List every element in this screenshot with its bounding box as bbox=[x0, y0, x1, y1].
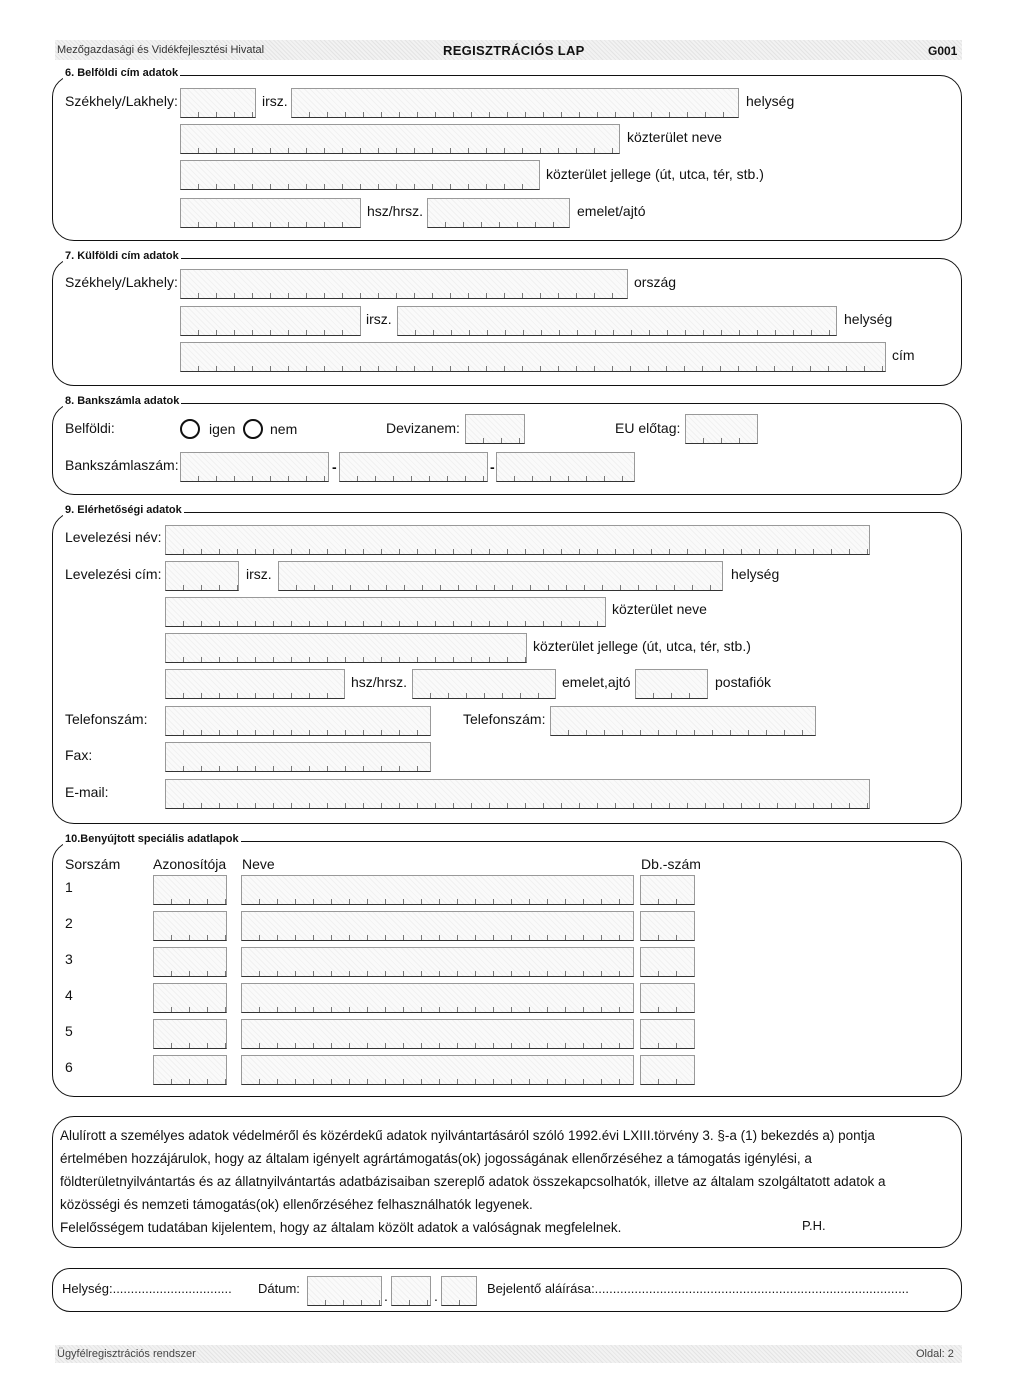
city-label: helység bbox=[731, 566, 780, 582]
address-label: cím bbox=[892, 347, 915, 363]
yes-label: igen bbox=[209, 421, 236, 437]
row-number: 4 bbox=[65, 987, 73, 1003]
street-name-field[interactable] bbox=[180, 124, 620, 154]
row-number: 3 bbox=[65, 951, 73, 967]
row-number: 5 bbox=[65, 1023, 73, 1039]
dash: - bbox=[332, 459, 337, 475]
row-name-field[interactable] bbox=[241, 1019, 634, 1049]
row-id-field[interactable] bbox=[153, 983, 227, 1013]
date-month-field[interactable] bbox=[391, 1276, 431, 1306]
city-sign-label: Helység:................................. bbox=[62, 1281, 232, 1296]
phone2-label: Telefonszám: bbox=[463, 711, 546, 727]
country-field[interactable] bbox=[180, 269, 628, 299]
declaration-line: Felelősségem tudatában kijelentem, hogy az általam közölt adatok a valóságnak megfelelnek. bbox=[60, 1220, 622, 1235]
email-field[interactable] bbox=[165, 779, 870, 809]
page-title: REGISZTRÁCIÓS LAP bbox=[443, 43, 585, 58]
po-box-field[interactable] bbox=[635, 669, 708, 699]
postcode-field[interactable] bbox=[180, 306, 361, 336]
currency-field[interactable] bbox=[465, 414, 525, 444]
postcode-field[interactable] bbox=[165, 561, 239, 591]
city-field[interactable] bbox=[278, 561, 723, 591]
street-name-field[interactable] bbox=[165, 597, 606, 627]
mailing-name-label: Levelezési név: bbox=[65, 529, 162, 545]
address-field[interactable] bbox=[180, 342, 886, 372]
row-count-field[interactable] bbox=[640, 875, 695, 905]
agency-name: Mezőgazdasági és Vidékfejlesztési Hivatal bbox=[57, 44, 265, 56]
street-name-label: közterület neve bbox=[612, 601, 707, 617]
city-field[interactable] bbox=[397, 306, 837, 336]
street-name-label: közterület neve bbox=[627, 129, 722, 145]
domestic-label: Belföldi: bbox=[65, 420, 115, 436]
row-id-field[interactable] bbox=[153, 875, 227, 905]
footer-system: Ügyfélregisztrációs rendszer bbox=[57, 1348, 196, 1360]
section-title: 8. Bankszámla adatok bbox=[65, 395, 180, 407]
row-count-field[interactable] bbox=[640, 1019, 695, 1049]
street-type-field[interactable] bbox=[165, 633, 527, 663]
city-label: helység bbox=[844, 311, 893, 327]
date-dot: . bbox=[384, 1288, 388, 1304]
date-dot: . bbox=[434, 1288, 438, 1304]
floor-door-field[interactable] bbox=[427, 198, 570, 228]
phone2-field[interactable] bbox=[550, 706, 816, 736]
section-title: 10.Benyújtott speciális adatlapok bbox=[65, 833, 239, 845]
row-count-field[interactable] bbox=[640, 947, 695, 977]
account-number-part3[interactable] bbox=[496, 452, 635, 482]
col-id-header: Azonosítója bbox=[153, 856, 227, 872]
date-year-field[interactable] bbox=[307, 1276, 382, 1306]
no-label: nem bbox=[270, 421, 298, 437]
row-id-field[interactable] bbox=[153, 1055, 227, 1085]
row-id-field[interactable] bbox=[153, 947, 227, 977]
phone-field[interactable] bbox=[165, 706, 431, 736]
eu-prefix-field[interactable] bbox=[685, 414, 758, 444]
row-number: 6 bbox=[65, 1059, 73, 1075]
dash: - bbox=[490, 459, 495, 475]
yes-radio[interactable] bbox=[180, 419, 200, 439]
city-label: helység bbox=[746, 93, 795, 109]
email-label: E-mail: bbox=[65, 784, 109, 800]
currency-label: Devizanem: bbox=[386, 420, 460, 436]
footer-page: Oldal: 2 bbox=[916, 1348, 954, 1360]
section-title: 6. Belföldi cím adatok bbox=[65, 67, 179, 79]
row-name-field[interactable] bbox=[241, 983, 634, 1013]
country-label: ország bbox=[634, 274, 677, 290]
col-name-header: Neve bbox=[242, 856, 275, 872]
row-count-field[interactable] bbox=[640, 911, 695, 941]
declaration-line: Alulírott a személyes adatok védelméről és közérdekű adatok nyilvántartásáról szóló 1992.évi LXIII.törvény 3. §-a (1) bekezdés a) pontja bbox=[60, 1128, 875, 1143]
no-radio[interactable] bbox=[243, 419, 263, 439]
row-count-field[interactable] bbox=[640, 983, 695, 1013]
house-number-field[interactable] bbox=[165, 669, 345, 699]
seat-label: Székhely/Lakhely: bbox=[65, 93, 178, 109]
signature-label: Bejelentő aláírása:....................................................................................... bbox=[487, 1281, 909, 1296]
irsz-label: irsz. bbox=[246, 566, 272, 582]
postcode-field[interactable] bbox=[180, 88, 256, 118]
street-type-label: közterület jellege (út, utca, tér, stb.) bbox=[546, 166, 764, 182]
row-id-field[interactable] bbox=[153, 1019, 227, 1049]
fax-field[interactable] bbox=[165, 742, 431, 772]
declaration-line: közösségi és nemzeti támogatás(ok) ellenőrzéséhez felhasználhatók legyenek. bbox=[60, 1197, 533, 1212]
floor-door-label: emelet/ajtó bbox=[577, 203, 646, 219]
floor-door-field[interactable] bbox=[412, 669, 556, 699]
irsz-label: irsz. bbox=[262, 93, 288, 109]
street-type-label: közterület jellege (út, utca, tér, stb.) bbox=[533, 638, 751, 654]
street-type-field[interactable] bbox=[180, 160, 540, 190]
account-number-label: Bankszámlaszám: bbox=[65, 457, 179, 473]
mailing-address-label: Levelezési cím: bbox=[65, 566, 162, 582]
date-day-field[interactable] bbox=[441, 1276, 477, 1306]
col-serial-header: Sorszám bbox=[65, 856, 121, 872]
house-number-label: hsz/hrsz. bbox=[367, 203, 424, 219]
fax-label: Fax: bbox=[65, 747, 93, 763]
row-name-field[interactable] bbox=[241, 1055, 634, 1085]
declaration-line: értelmében hozzájárulok, hogy az általam igényelt agrártámogatás(ok) jogosságának ellenőrzéséhez a támogatás igénylési, a bbox=[60, 1151, 812, 1166]
stamp-label: P.H. bbox=[802, 1218, 826, 1233]
phone-label: Telefonszám: bbox=[65, 711, 148, 727]
section-title: 9. Elérhetőségi adatok bbox=[65, 504, 182, 516]
col-count-header: Db.-szám bbox=[641, 856, 701, 872]
seat-label: Székhely/Lakhely: bbox=[65, 274, 178, 290]
row-number: 1 bbox=[65, 879, 73, 895]
po-box-label: postafiók bbox=[715, 674, 772, 690]
form-code: G001 bbox=[928, 44, 958, 58]
row-count-field[interactable] bbox=[640, 1055, 695, 1085]
irsz-label: irsz. bbox=[366, 311, 392, 327]
row-id-field[interactable] bbox=[153, 911, 227, 941]
declaration-line: földterületnyilvántartás és az állatnyilvántartás adatbázisaiban szereplő adatok összekapcsolhatók, illetve az általam szolgáltatott adatok a bbox=[60, 1174, 886, 1189]
eu-prefix-label: EU előtag: bbox=[615, 420, 681, 436]
floor-door-label: emelet,ajtó bbox=[562, 674, 631, 690]
house-number-field[interactable] bbox=[180, 198, 361, 228]
section-contact bbox=[52, 504, 962, 824]
date-label: Dátum: bbox=[258, 1281, 300, 1296]
mailing-name-field[interactable] bbox=[165, 525, 870, 555]
row-name-field[interactable] bbox=[241, 911, 634, 941]
row-name-field[interactable] bbox=[241, 875, 634, 905]
row-name-field[interactable] bbox=[241, 947, 634, 977]
house-number-label: hsz/hrsz. bbox=[351, 674, 408, 690]
account-number-part1[interactable] bbox=[180, 452, 329, 482]
account-number-part2[interactable] bbox=[339, 452, 488, 482]
section-title: 7. Külföldi cím adatok bbox=[65, 250, 179, 262]
city-field[interactable] bbox=[291, 88, 739, 118]
row-number: 2 bbox=[65, 915, 73, 931]
